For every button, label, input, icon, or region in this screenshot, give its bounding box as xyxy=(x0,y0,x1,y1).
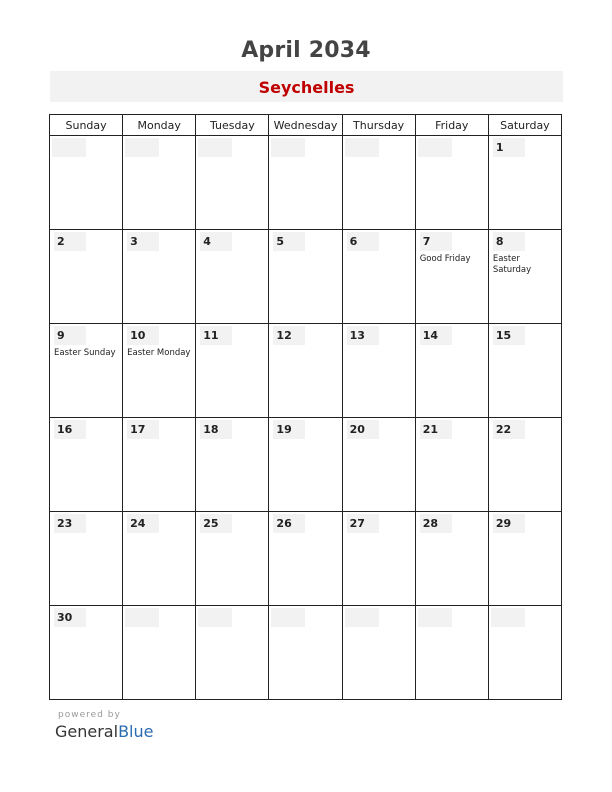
day-number: 19 xyxy=(273,420,305,439)
day-cell xyxy=(342,230,415,324)
day-cell xyxy=(123,230,196,324)
day-number: 8 xyxy=(493,232,525,251)
day-cell xyxy=(50,512,123,606)
day-cell xyxy=(50,230,123,324)
powered-by-label: powered by xyxy=(58,710,121,720)
day-number: 4 xyxy=(200,232,232,251)
day-number: 29 xyxy=(493,514,525,533)
day-cell xyxy=(488,418,561,512)
day-cell xyxy=(415,230,488,324)
day-number xyxy=(271,138,305,157)
country-banner xyxy=(50,71,563,102)
day-number: 22 xyxy=(493,420,525,439)
day-cell xyxy=(123,512,196,606)
day-cell xyxy=(415,136,488,230)
day-number: 17 xyxy=(127,420,159,439)
day-cell xyxy=(488,512,561,606)
day-number: 11 xyxy=(200,326,232,345)
weekday-header: Tuesday xyxy=(196,115,269,136)
day-number: 16 xyxy=(54,420,86,439)
day-number xyxy=(198,608,232,627)
country-name: Seychelles xyxy=(258,78,355,97)
day-cell xyxy=(488,606,561,700)
day-cell xyxy=(123,324,196,418)
day-number: 30 xyxy=(54,608,86,627)
day-number: 10 xyxy=(127,326,159,345)
day-number: 15 xyxy=(493,326,525,345)
day-cell xyxy=(342,512,415,606)
day-number: 21 xyxy=(420,420,452,439)
day-cell xyxy=(342,418,415,512)
weekday-header: Saturday xyxy=(488,115,561,136)
day-cell xyxy=(488,136,561,230)
day-number: 23 xyxy=(54,514,86,533)
holiday-label: Easter Sunday xyxy=(54,348,116,358)
brand-first: General xyxy=(55,722,119,741)
weekday-header: Monday xyxy=(123,115,196,136)
day-cell xyxy=(123,418,196,512)
weekday-header-row xyxy=(50,115,562,136)
holiday-label: Easter Saturday xyxy=(492,254,532,275)
day-cell xyxy=(269,512,342,606)
day-number: 27 xyxy=(347,514,379,533)
day-cell xyxy=(269,230,342,324)
week-row xyxy=(50,606,562,700)
day-cell xyxy=(196,418,269,512)
holiday-label: Easter Monday xyxy=(127,348,191,358)
day-cell xyxy=(196,606,269,700)
day-number: 28 xyxy=(420,514,452,533)
day-number xyxy=(418,608,452,627)
day-number: 9 xyxy=(54,326,86,345)
day-cell xyxy=(196,324,269,418)
weekday-header: Sunday xyxy=(50,115,123,136)
day-number xyxy=(271,608,305,627)
day-number: 1 xyxy=(493,138,525,157)
day-cell xyxy=(415,324,488,418)
day-number: 6 xyxy=(347,232,379,251)
day-number xyxy=(345,138,379,157)
day-number xyxy=(345,608,379,627)
week-row xyxy=(50,418,562,512)
day-cell xyxy=(415,418,488,512)
day-number xyxy=(418,138,452,157)
day-number: 18 xyxy=(200,420,232,439)
weekday-header: Wednesday xyxy=(269,115,342,136)
day-cell xyxy=(123,136,196,230)
brand-second: Blue xyxy=(118,722,154,741)
weekday-header: Friday xyxy=(415,115,488,136)
day-number: 7 xyxy=(420,232,452,251)
day-number: 3 xyxy=(127,232,159,251)
day-number: 5 xyxy=(273,232,305,251)
page-title: April 2034 xyxy=(241,38,371,63)
day-cell xyxy=(488,324,561,418)
day-cell xyxy=(269,324,342,418)
week-row xyxy=(50,230,562,324)
day-number xyxy=(125,138,159,157)
week-row xyxy=(50,512,562,606)
day-number: 12 xyxy=(273,326,305,345)
holiday-label: Good Friday xyxy=(419,254,471,264)
day-cell xyxy=(342,136,415,230)
day-number: 25 xyxy=(200,514,232,533)
day-cell xyxy=(50,136,123,230)
day-number xyxy=(491,608,525,627)
week-row xyxy=(50,136,562,230)
day-cell xyxy=(342,606,415,700)
day-number: 24 xyxy=(127,514,159,533)
day-cell xyxy=(415,512,488,606)
calendar-grid xyxy=(49,114,562,700)
day-number xyxy=(198,138,232,157)
day-cell xyxy=(269,418,342,512)
day-cell xyxy=(415,606,488,700)
day-number xyxy=(125,608,159,627)
day-number: 2 xyxy=(54,232,86,251)
day-cell xyxy=(123,606,196,700)
day-cell xyxy=(196,230,269,324)
day-cell xyxy=(269,136,342,230)
day-number: 20 xyxy=(347,420,379,439)
day-cell xyxy=(50,418,123,512)
weekday-header: Thursday xyxy=(342,115,415,136)
week-row xyxy=(50,324,562,418)
day-cell xyxy=(50,606,123,700)
day-cell xyxy=(196,136,269,230)
day-number: 26 xyxy=(273,514,305,533)
day-number: 13 xyxy=(347,326,379,345)
day-cell xyxy=(50,324,123,418)
brand-logo xyxy=(55,722,153,741)
calendar-body xyxy=(50,136,562,700)
day-cell xyxy=(269,606,342,700)
day-cell xyxy=(342,324,415,418)
day-number: 14 xyxy=(420,326,452,345)
day-cell xyxy=(488,230,561,324)
day-cell xyxy=(196,512,269,606)
day-number xyxy=(52,138,86,157)
